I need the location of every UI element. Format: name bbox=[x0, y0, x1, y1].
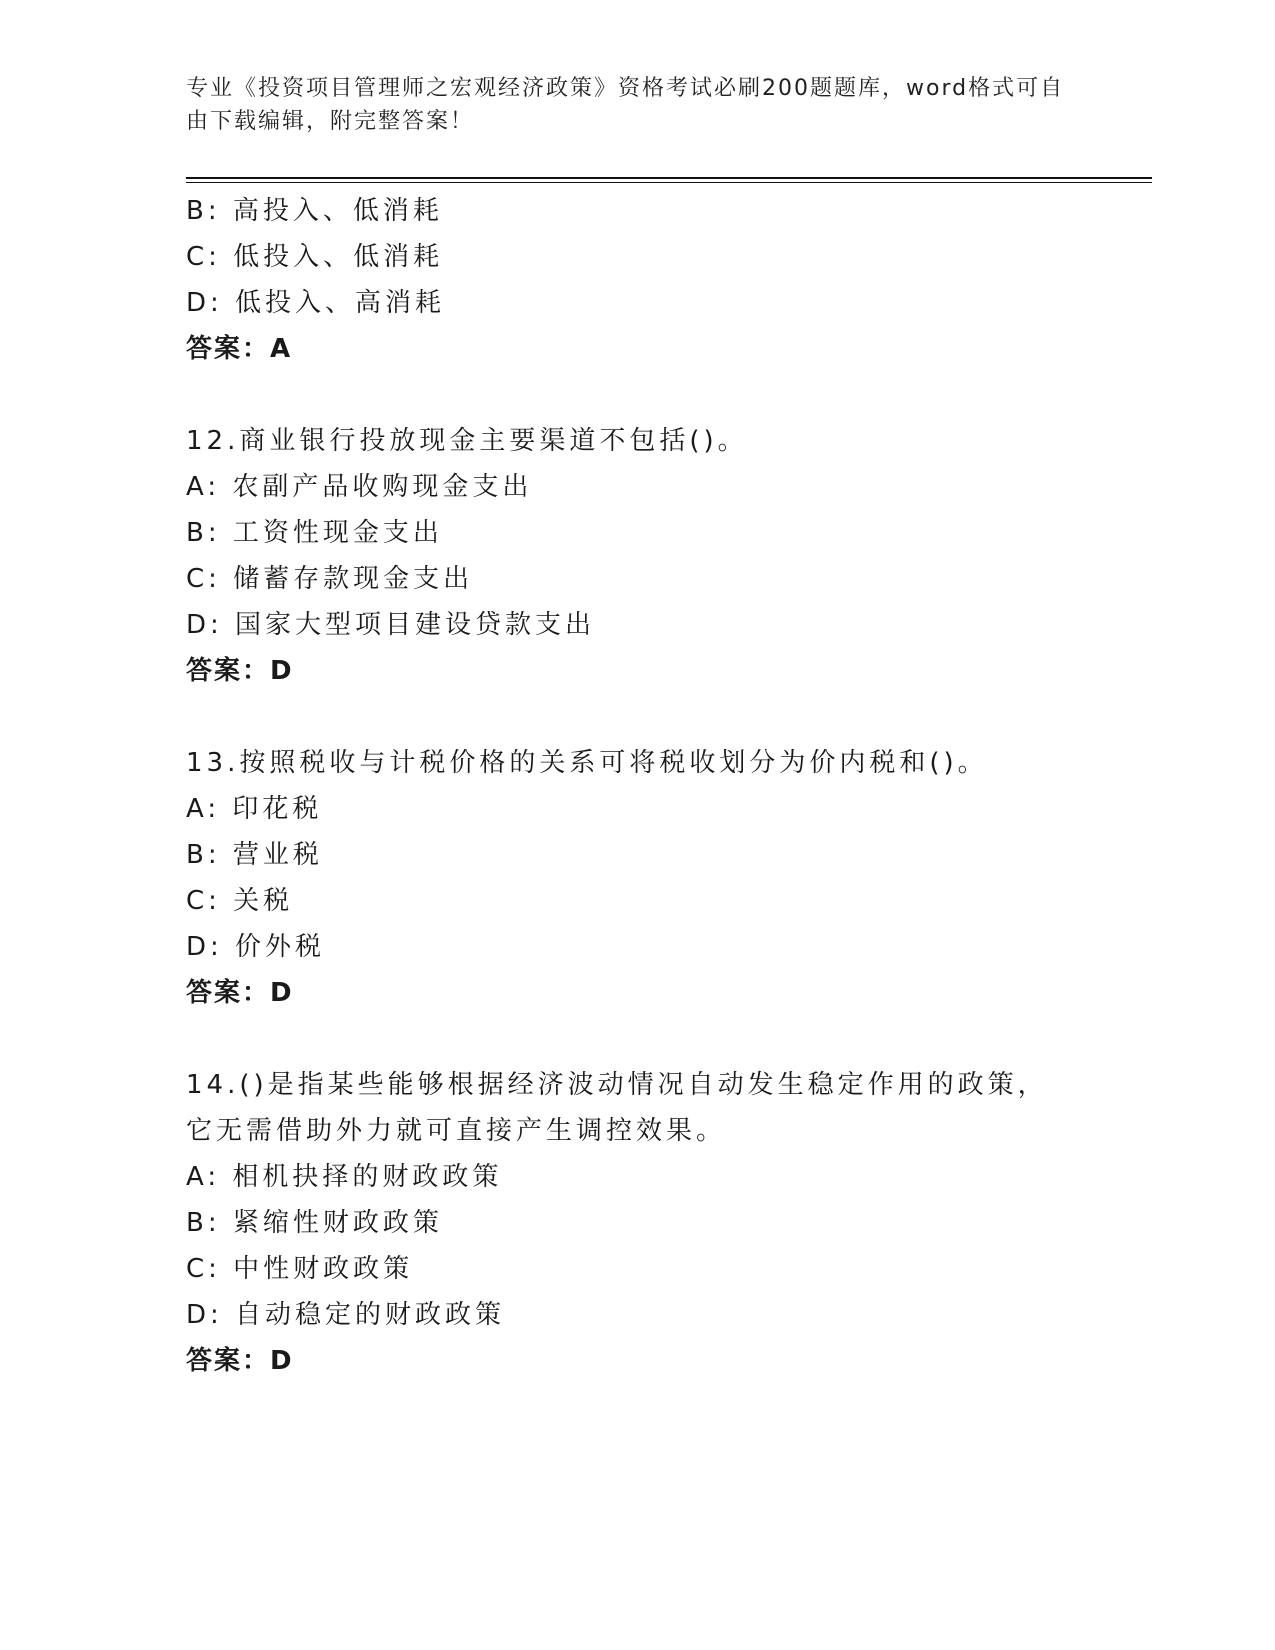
option-c: C: 关税 bbox=[186, 886, 294, 916]
question-stem: 12.商业银行投放现金主要渠道不包括()。 bbox=[186, 426, 748, 456]
option-c: C: 低投入、低消耗 bbox=[186, 242, 444, 272]
option-b: B: 高投入、低消耗 bbox=[186, 196, 443, 226]
option-c: C: 储蓄存款现金支出 bbox=[186, 564, 474, 594]
spacer bbox=[186, 1016, 1152, 1062]
option-d: D: 价外税 bbox=[186, 932, 326, 962]
option-a: A: 相机抉择的财政政策 bbox=[186, 1162, 503, 1192]
document-header: 专业《投资项目管理师之宏观经济政策》资格考试必刷200题题库，word格式可自由下载编辑，附完整答案！ bbox=[186, 76, 1065, 134]
header-divider-bottom bbox=[186, 182, 1152, 183]
answer-label: 答案：D bbox=[186, 1346, 294, 1376]
header-divider-top bbox=[186, 177, 1152, 179]
option-b: B: 紧缩性财政政策 bbox=[186, 1208, 443, 1238]
question-stem: 13.按照税收与计税价格的关系可将税收划分为价内税和()。 bbox=[186, 748, 988, 778]
option-a: A: 印花税 bbox=[186, 794, 323, 824]
option-d: D: 国家大型项目建设贷款支出 bbox=[186, 610, 596, 640]
spacer bbox=[186, 372, 1152, 418]
question-stem: 14.()是指某些能够根据经济波动情况自动发生稳定作用的政策，它无需借助外力就可直接产生调控效果。 bbox=[186, 1070, 1048, 1146]
option-a: A: 农副产品收购现金支出 bbox=[186, 472, 533, 502]
question-content bbox=[186, 188, 1152, 1384]
option-d: D: 自动稳定的财政政策 bbox=[186, 1300, 506, 1330]
spacer bbox=[186, 694, 1152, 740]
question-13 bbox=[186, 740, 1152, 1016]
option-b: B: 营业税 bbox=[186, 840, 323, 870]
answer-label: 答案：A bbox=[186, 334, 293, 364]
option-d: D: 低投入、高消耗 bbox=[186, 288, 446, 318]
option-c: C: 中性财政政策 bbox=[186, 1254, 414, 1284]
question-11-continuation bbox=[186, 188, 1152, 372]
option-b: B: 工资性现金支出 bbox=[186, 518, 443, 548]
question-12 bbox=[186, 418, 1152, 694]
answer-label: 答案：D bbox=[186, 656, 294, 686]
question-14 bbox=[186, 1062, 1152, 1384]
answer-label: 答案：D bbox=[186, 978, 294, 1008]
